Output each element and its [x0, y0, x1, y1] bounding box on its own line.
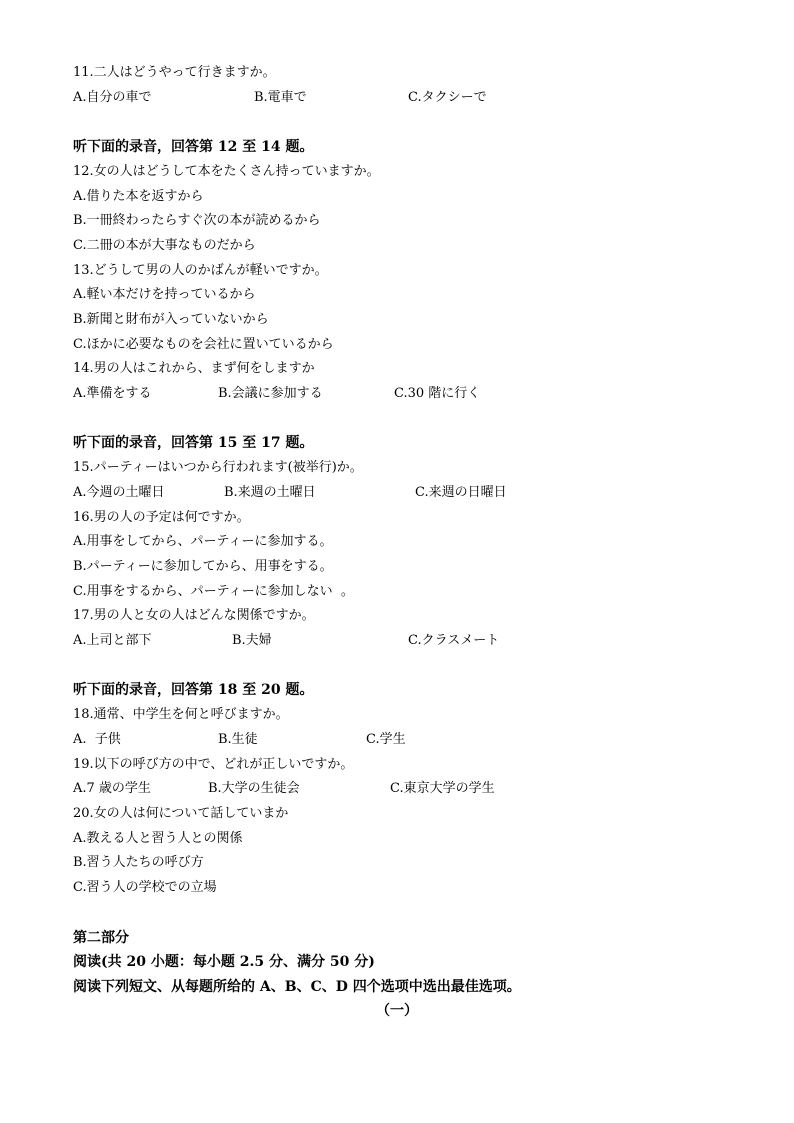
q15-option-a: A.今週の土曜日	[73, 485, 165, 500]
q13-option-c: C.ほかに必要なものを会社に置いているから	[73, 337, 334, 352]
q12-option-a: A.借りた本を返すから	[73, 189, 204, 204]
q13-option-a: A.軽い本だけを持っているから	[73, 287, 256, 302]
q17-stem: 17.男の人と女の人はどんな関係ですか。	[73, 608, 315, 623]
q11-option-b: B.電車で	[254, 90, 307, 105]
q12-option-b: B.一冊終わったらすぐ次の本が読めるから	[73, 213, 321, 228]
q14-option-c: C.30 階に行く	[394, 386, 481, 401]
q11-stem: 11.二人はどうやって行きますか。	[73, 65, 276, 80]
q14-stem: 14.男の人はこれから、まず何をしますか	[73, 361, 315, 376]
q12-option-c: C.二冊の本が大事なものだから	[73, 238, 256, 253]
q16-option-c: C.用事をするから、パーティーに参加しない 。	[73, 584, 354, 599]
part2-instruction: 阅读下列短文、从每题所给的 A、B、C、D 四个选项中选出最佳选项。	[73, 979, 521, 995]
q14-option-b: B.会議に参加する	[218, 386, 323, 401]
q13-option-b: B.新聞と財布が入っていないから	[73, 312, 269, 327]
q15-stem: 15.パーティーはいつから行われます(被举行)か。	[73, 460, 363, 475]
section-heading-12-14: 听下面的录音，回答第 12 至 14 题。	[73, 139, 314, 155]
q17-option-c: C.クラスメート	[408, 633, 500, 648]
q16-stem: 16.男の人の予定は何ですか。	[73, 510, 250, 525]
part2-info: 阅读(共 20 小题：每小题 2.5 分、满分 50 分)	[73, 954, 375, 970]
q17-option-a: A.上司と部下	[73, 633, 152, 648]
q20-stem: 20.女の人は何について話していまか	[73, 806, 289, 821]
q19-option-b: B.大学の生徒会	[208, 781, 300, 796]
q20-option-c: C.習う人の学校での立場	[73, 880, 217, 895]
q11-option-c: C.タクシーで	[408, 90, 487, 105]
q13-stem: 13.どうして男の人のかばんが軽いですか。	[73, 263, 328, 278]
q20-option-a: A.教える人と習う人との関係	[73, 831, 243, 846]
q18-option-a: A. 子供	[73, 732, 121, 747]
section-heading-18-20: 听下面的录音，回答第 18 至 20 题。	[73, 682, 314, 698]
q18-option-b: B.生徒	[218, 732, 258, 747]
q15-option-c: C.来週の日曜日	[415, 485, 507, 500]
q15-option-b: B.来週の土曜日	[224, 485, 316, 500]
q17-option-b: B.夫婦	[232, 633, 272, 648]
q11-option-a: A.自分の車で	[73, 90, 152, 105]
section-heading-15-17: 听下面的录音，回答第 15 至 17 题。	[73, 435, 314, 451]
q14-option-a: A.準備をする	[73, 386, 152, 401]
q19-stem: 19.以下の呼び方の中で、どれが正しいですか。	[73, 757, 354, 772]
q16-option-b: B.パーティーに参加してから、用事をする。	[73, 559, 333, 574]
q16-option-a: A.用事をしてから、パーティーに参加する。	[73, 534, 333, 549]
q19-option-c: C.東京大学の学生	[390, 781, 495, 796]
q12-stem: 12.女の人はどうして本をたくさん持っていますか。	[73, 164, 380, 179]
part2-subsection: （一）	[376, 1003, 418, 1019]
q18-option-c: C.学生	[366, 732, 406, 747]
part2-title: 第二部分	[73, 930, 129, 946]
q19-option-a: A.7 歳の学生	[73, 781, 151, 796]
q18-stem: 18.通常、中学生を何と呼びますか。	[73, 707, 289, 722]
q20-option-b: B.習う人たちの呼び方	[73, 855, 204, 870]
